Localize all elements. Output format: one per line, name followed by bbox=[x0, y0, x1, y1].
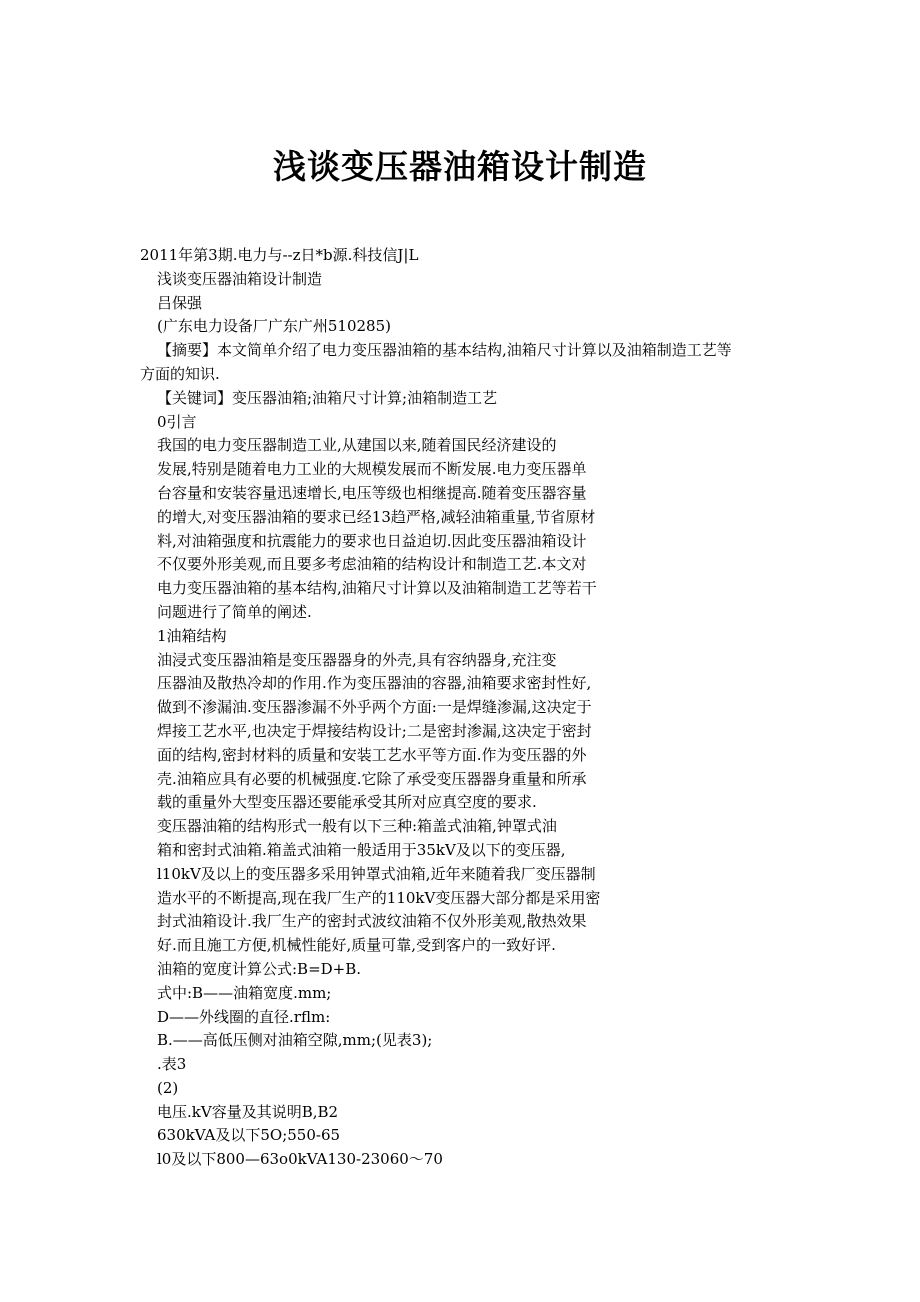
text-line: 箱和密封式油箱.箱盖式油箱一般适用于35kV及以下的变压器, bbox=[157, 840, 566, 859]
text-line: 变压器油箱的结构形式一般有以下三种:箱盖式油箱,钟罩式油 bbox=[157, 817, 557, 836]
text-line: 问题进行了简单的阐述. bbox=[157, 602, 312, 621]
text-line: (广东电力设备厂广东广州510285) bbox=[157, 317, 391, 336]
text-line: 封式油箱设计.我厂生产的密封式波纹油箱不仅外形美观,散热效果 bbox=[157, 912, 587, 931]
document-body bbox=[140, 244, 800, 1172]
text-line: (2) bbox=[157, 1078, 179, 1097]
text-line: 电力变压器油箱的基本结构,油箱尺寸计算以及油箱制造工艺等若干 bbox=[157, 579, 597, 598]
text-line: 电压.kV容量及其说明B,B2 bbox=[157, 1102, 339, 1121]
text-line: 式中:B——油箱宽度.mm; bbox=[157, 983, 332, 1002]
text-line: 台容量和安装容量迅速增长,电压等级也相继提高.随着变压器容量 bbox=[157, 483, 587, 502]
text-line: B.——高低压侧对油箱空隙,mm;(见表3); bbox=[157, 1031, 433, 1050]
text-line: 油浸式变压器油箱是变压器器身的外壳,具有容纳器身,充注变 bbox=[157, 650, 557, 669]
text-line: 我国的电力变压器制造工业,从建国以来,随着国民经济建设的 bbox=[157, 436, 557, 455]
text-line: l0及以下800—63o0kVA130-23060～70 bbox=[157, 1150, 443, 1169]
text-line: 面的结构,密封材料的质量和安装工艺水平等方面.作为变压器的外 bbox=[157, 745, 587, 764]
text-line: 壳.油箱应具有必要的机械强度.它除了承受变压器器身重量和所承 bbox=[157, 769, 587, 788]
text-line: D——外线圈的直径.rflm: bbox=[157, 1007, 331, 1026]
text-line: 的增大,对变压器油箱的要求已经13趋严格,减轻油箱重量,节省原材 bbox=[157, 507, 596, 526]
text-line: 630kVA及以下5O;550-65 bbox=[157, 1126, 341, 1145]
text-line: 发展,特别是随着电力工业的大规模发展而不断发展.电力变压器单 bbox=[157, 460, 587, 479]
text-line: 方面的知识. bbox=[140, 364, 220, 383]
text-line: 【摘要】本文简单介绍了电力变压器油箱的基本结构,油箱尺寸计算以及油箱制造工艺等 bbox=[157, 341, 732, 360]
text-line: 2011年第3期.电力与--z日*b源.科技信J|L bbox=[140, 246, 419, 264]
text-line: l10kV及以上的变压器多采用钟罩式油箱,近年来随着我厂变压器制 bbox=[157, 864, 596, 883]
text-line: 浅谈变压器油箱设计制造 bbox=[157, 269, 323, 288]
text-line: 不仅要外形美观,而且要多考虑油箱的结构设计和制造工艺.本文对 bbox=[157, 555, 587, 574]
text-line: 造水平的不断提高,现在我厂生产的110kV变压器大部分都是采用密 bbox=[157, 888, 601, 907]
text-line: 吕保强 bbox=[157, 293, 203, 312]
text-line: 做到不渗漏油.变压器渗漏不外乎两个方面:一是焊缝渗漏,这决定于 bbox=[157, 698, 592, 717]
text-line: 好.而且施工方便,机械性能好,质量可靠,受到客户的一致好评. bbox=[157, 936, 556, 955]
text-line: 压器油及散热冷却的作用.作为变压器油的容器,油箱要求密封性好, bbox=[157, 674, 592, 693]
text-line: 【关键词】变压器油箱;油箱尺寸计算;油箱制造工艺 bbox=[157, 388, 498, 407]
text-line: 0引言 bbox=[157, 412, 197, 431]
text-line: .表3 bbox=[157, 1055, 187, 1074]
text-line: 载的重量外大型变压器还要能承受其所对应真空度的要求. bbox=[157, 793, 537, 812]
text-line: 料,对油箱强度和抗震能力的要求也日益迫切.因此变压器油箱设计 bbox=[157, 531, 587, 550]
text-line: 1油箱结构 bbox=[157, 626, 227, 645]
text-line: 油箱的宽度计算公式:B=D+B. bbox=[157, 959, 362, 978]
text-line: 焊接工艺水平,也决定于焊接结构设计;二是密封渗漏,这决定于密封 bbox=[157, 721, 592, 740]
document-title: 浅谈变压器油箱设计制造 bbox=[273, 147, 647, 186]
